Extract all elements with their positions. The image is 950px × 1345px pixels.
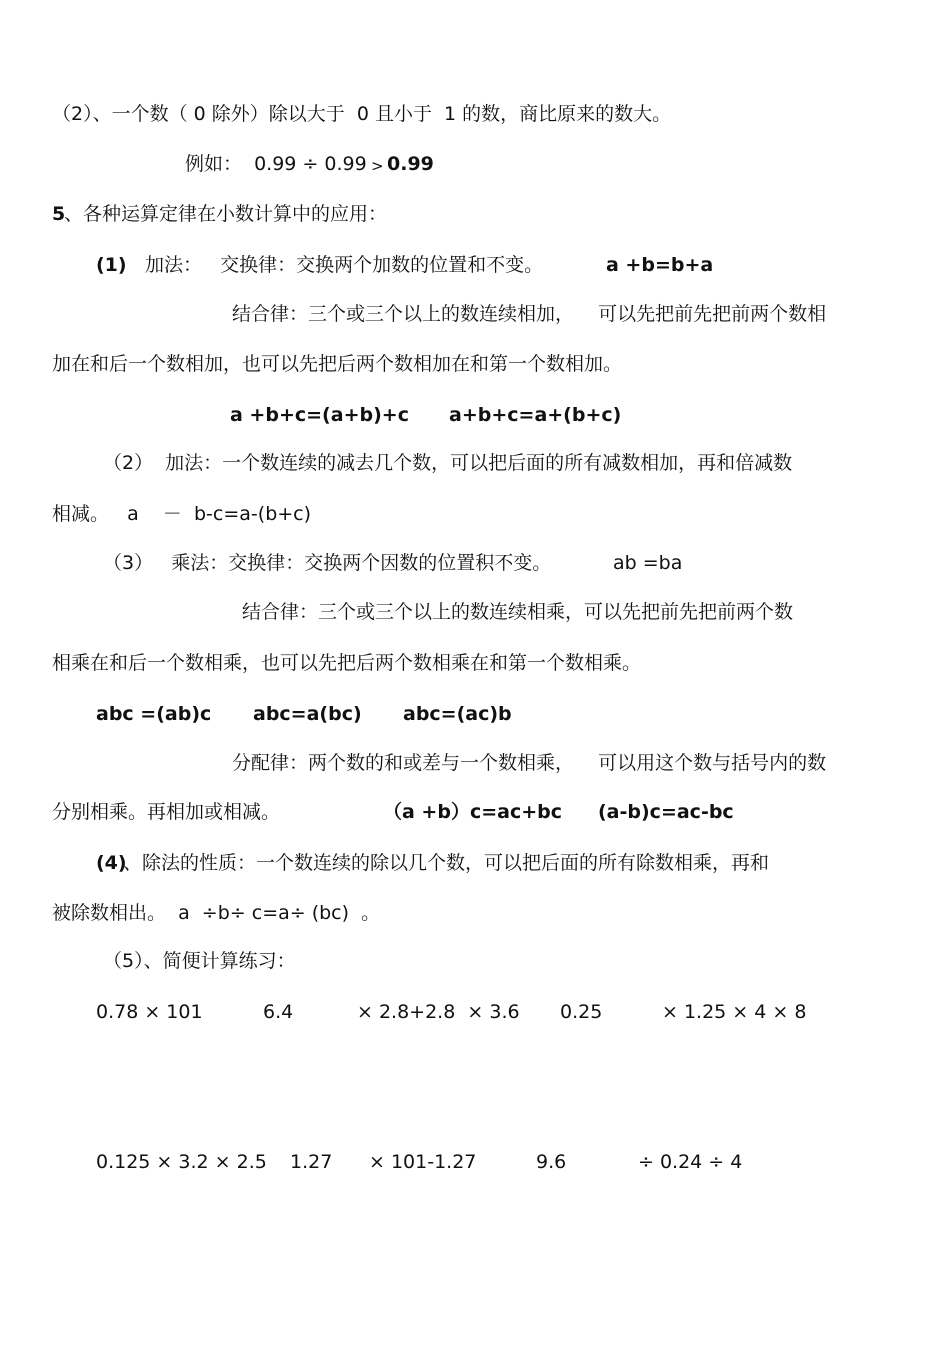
text-line: 被除数相出。 a ÷b÷ c=a÷ (bc) 。 bbox=[52, 902, 381, 924]
formula: ab =ba bbox=[613, 552, 683, 574]
text-line: 加法： 交换律：交换两个加数的位置和不变。 bbox=[145, 254, 544, 276]
exercise: 0.78 × 101 bbox=[96, 1001, 203, 1023]
text-line: （3） 乘法：交换律：交换两个因数的位置积不变。 bbox=[103, 552, 552, 574]
text-line: 结合律：三个或三个以上的数连续相乘，可以先把前先把前两个数 bbox=[242, 601, 794, 623]
exercise: 0.25 bbox=[560, 1001, 603, 1023]
text-line: （2） 加法：一个数连续的减去几个数，可以把后面的所有减数相加，再和倍减数 bbox=[103, 452, 793, 474]
text-line: 分别相乘。再相加或相减。 bbox=[52, 801, 281, 823]
exercise: ÷ 0.24 ÷ 4 bbox=[638, 1151, 743, 1173]
exercise: × 101-1.27 bbox=[369, 1151, 477, 1173]
exercise: × 2.8+2.8 × 3.6 bbox=[357, 1001, 520, 1023]
formula: abc =(ab)c bbox=[96, 703, 212, 725]
text-line: 、除法的性质：一个数连续的除以几个数，可以把后面的所有除数相乘，再和 bbox=[123, 852, 770, 874]
item-number: (4) bbox=[96, 852, 127, 874]
greater-than-sign: > bbox=[371, 157, 384, 175]
text-line-bold: 0.99 bbox=[387, 153, 434, 175]
section-number: 5 bbox=[52, 203, 66, 225]
formula: a +b+c=(a+b)+c bbox=[230, 404, 409, 426]
formula: （a +b）c=ac+bc bbox=[383, 801, 563, 823]
text-line: 相减。 a － b-c=a-(b+c) bbox=[52, 503, 312, 525]
formula: a +b=b+a bbox=[606, 254, 714, 276]
formula: abc=a(bc) bbox=[253, 703, 362, 725]
exercise: 9.6 bbox=[536, 1151, 567, 1173]
text-line: 加在和后一个数相加，也可以先把后两个数相加在和第一个数相加。 bbox=[52, 353, 623, 375]
section-heading: （5）、简便计算练习： bbox=[103, 950, 296, 972]
formula: a+b+c=a+(b+c) bbox=[449, 404, 622, 426]
formula: abc=(ac)b bbox=[403, 703, 512, 725]
exercise: 1.27 bbox=[290, 1151, 333, 1173]
item-number: (1) bbox=[96, 254, 127, 276]
exercise: 0.125 × 3.2 × 2.5 bbox=[96, 1151, 267, 1173]
formula: (a-b)c=ac-bc bbox=[598, 801, 734, 823]
exercise: × 1.25 × 4 × 8 bbox=[662, 1001, 807, 1023]
text-line: 结合律：三个或三个以上的数连续相加， 可以先把前先把前两个数相 bbox=[232, 303, 827, 325]
text-line: 相乘在和后一个数相乘，也可以先把后两个数相乘在和第一个数相乘。 bbox=[52, 652, 642, 674]
text-line: 分配律：两个数的和或差与一个数相乘， 可以用这个数与括号内的数 bbox=[232, 752, 827, 774]
text-line: 例如： 0.99 ÷ 0.99 bbox=[185, 153, 373, 175]
section-heading: 、各种运算定律在小数计算中的应用： bbox=[64, 203, 388, 225]
text-line: （2）、一个数（ 0 除外）除以大于 0 且小于 1 的数，商比原来的数大。 bbox=[52, 103, 672, 125]
exercise: 6.4 bbox=[263, 1001, 294, 1023]
